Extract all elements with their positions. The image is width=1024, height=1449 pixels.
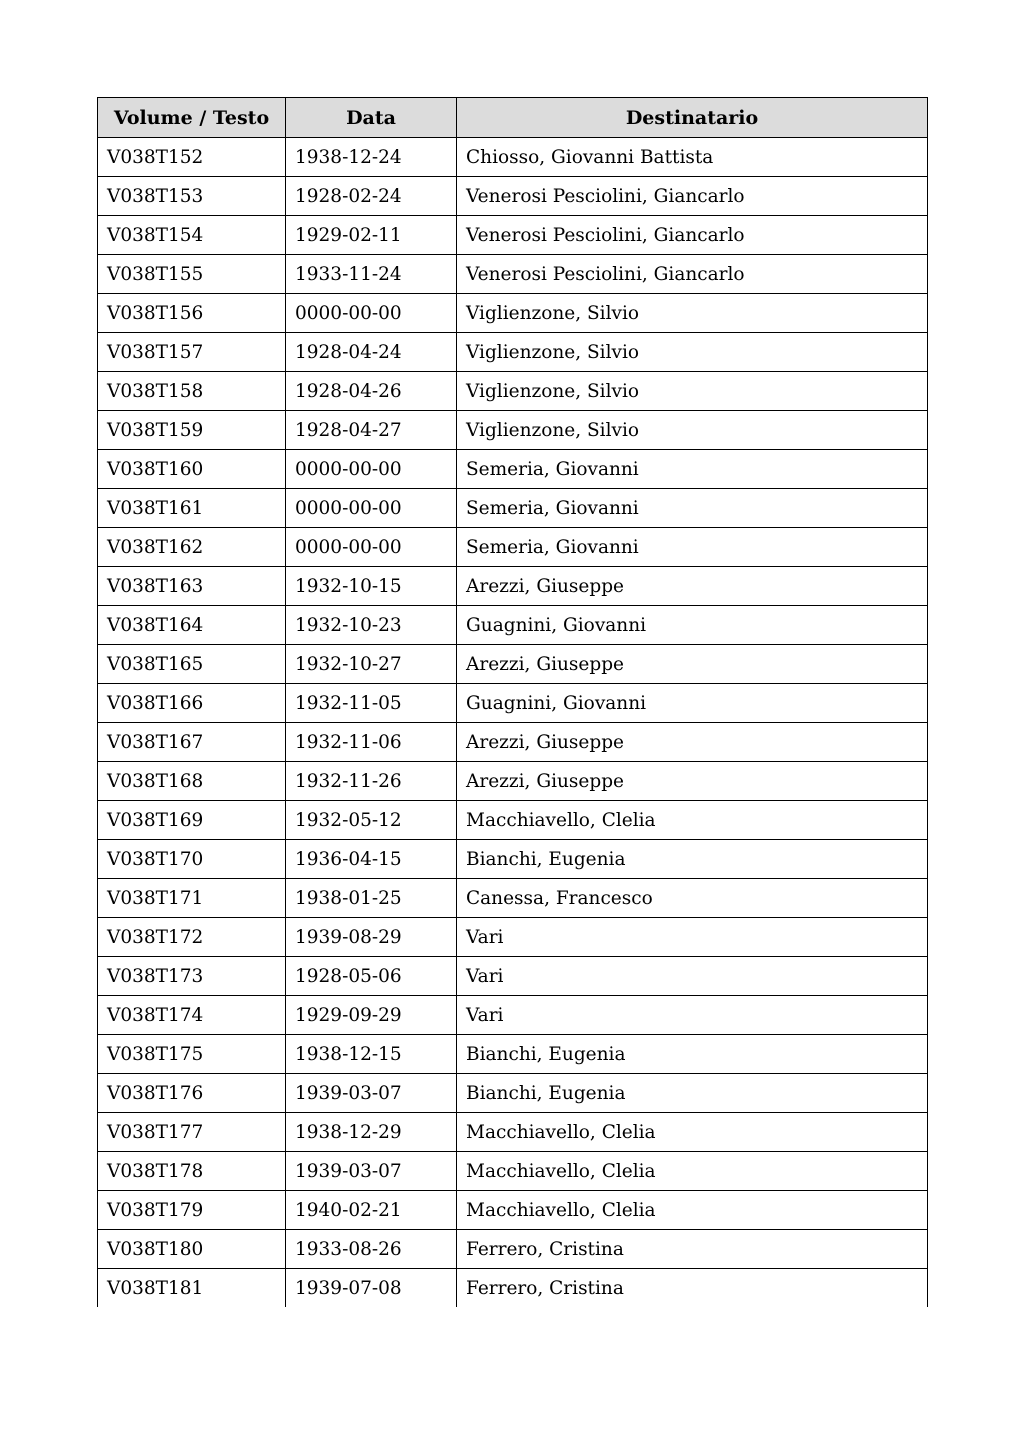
cell-destinatario: Ferrero, Cristina <box>457 1230 928 1269</box>
cell-destinatario: Arezzi, Giuseppe <box>457 723 928 762</box>
cell-destinatario: Guagnini, Giovanni <box>457 684 928 723</box>
cell-destinatario: Bianchi, Eugenia <box>457 840 928 879</box>
table-row <box>98 684 928 723</box>
cell-volume-testo: V038T153 <box>98 177 286 216</box>
table-row <box>98 918 928 957</box>
cell-volume-testo: V038T180 <box>98 1230 286 1269</box>
cell-volume-testo: V038T152 <box>98 138 286 177</box>
cell-volume-testo: V038T163 <box>98 567 286 606</box>
table-row <box>98 762 928 801</box>
cell-destinatario: Guagnini, Giovanni <box>457 606 928 645</box>
cell-data: 1932-10-27 <box>286 645 457 684</box>
table-row <box>98 723 928 762</box>
cell-destinatario: Venerosi Pesciolini, Giancarlo <box>457 216 928 255</box>
letters-table <box>97 97 928 1307</box>
cell-volume-testo: V038T169 <box>98 801 286 840</box>
table-row <box>98 1113 928 1152</box>
cell-volume-testo: V038T161 <box>98 489 286 528</box>
cell-data: 1933-11-24 <box>286 255 457 294</box>
cell-volume-testo: V038T166 <box>98 684 286 723</box>
cell-volume-testo: V038T157 <box>98 333 286 372</box>
cell-destinatario: Canessa, Francesco <box>457 879 928 918</box>
cell-volume-testo: V038T170 <box>98 840 286 879</box>
cell-data: 1928-05-06 <box>286 957 457 996</box>
table-row <box>98 1074 928 1113</box>
header-data: Data <box>286 98 457 138</box>
cell-data: 1938-12-24 <box>286 138 457 177</box>
cell-destinatario: Macchiavello, Clelia <box>457 801 928 840</box>
cell-data: 1939-03-07 <box>286 1074 457 1113</box>
cell-volume-testo: V038T173 <box>98 957 286 996</box>
cell-data: 1938-12-15 <box>286 1035 457 1074</box>
cell-destinatario: Viglienzone, Silvio <box>457 372 928 411</box>
cell-volume-testo: V038T175 <box>98 1035 286 1074</box>
cell-data: 0000-00-00 <box>286 528 457 567</box>
cell-data: 1939-08-29 <box>286 918 457 957</box>
cell-destinatario: Vari <box>457 918 928 957</box>
cell-volume-testo: V038T172 <box>98 918 286 957</box>
cell-volume-testo: V038T176 <box>98 1074 286 1113</box>
cell-destinatario: Macchiavello, Clelia <box>457 1191 928 1230</box>
cell-destinatario: Arezzi, Giuseppe <box>457 762 928 801</box>
cell-data: 1932-05-12 <box>286 801 457 840</box>
cell-destinatario: Venerosi Pesciolini, Giancarlo <box>457 255 928 294</box>
header-volume-testo: Volume / Testo <box>98 98 286 138</box>
cell-volume-testo: V038T158 <box>98 372 286 411</box>
table-row <box>98 216 928 255</box>
cell-data: 1936-04-15 <box>286 840 457 879</box>
cell-data: 1939-07-08 <box>286 1269 457 1308</box>
cell-data: 1938-01-25 <box>286 879 457 918</box>
table-body <box>98 138 928 1308</box>
cell-volume-testo: V038T159 <box>98 411 286 450</box>
table-row <box>98 801 928 840</box>
cell-destinatario: Semeria, Giovanni <box>457 450 928 489</box>
cell-data: 1932-11-26 <box>286 762 457 801</box>
table-row <box>98 879 928 918</box>
cell-data: 1928-04-27 <box>286 411 457 450</box>
cell-data: 1928-04-24 <box>286 333 457 372</box>
cell-volume-testo: V038T155 <box>98 255 286 294</box>
header-destinatario: Destinatario <box>457 98 928 138</box>
cell-destinatario: Chiosso, Giovanni Battista <box>457 138 928 177</box>
table-row <box>98 333 928 372</box>
cell-data: 1940-02-21 <box>286 1191 457 1230</box>
cell-data: 1939-03-07 <box>286 1152 457 1191</box>
cell-destinatario: Arezzi, Giuseppe <box>457 567 928 606</box>
cell-data: 0000-00-00 <box>286 450 457 489</box>
cell-destinatario: Semeria, Giovanni <box>457 528 928 567</box>
cell-data: 1938-12-29 <box>286 1113 457 1152</box>
cell-data: 1932-11-06 <box>286 723 457 762</box>
table-row <box>98 957 928 996</box>
cell-data: 1928-02-24 <box>286 177 457 216</box>
table-row <box>98 138 928 177</box>
table-row <box>98 645 928 684</box>
cell-data: 1928-04-26 <box>286 372 457 411</box>
cell-data: 1929-09-29 <box>286 996 457 1035</box>
cell-data: 1933-08-26 <box>286 1230 457 1269</box>
table-row <box>98 996 928 1035</box>
cell-volume-testo: V038T167 <box>98 723 286 762</box>
cell-volume-testo: V038T154 <box>98 216 286 255</box>
table-row <box>98 294 928 333</box>
cell-data: 1929-02-11 <box>286 216 457 255</box>
cell-data: 0000-00-00 <box>286 294 457 333</box>
table-row <box>98 1269 928 1308</box>
cell-destinatario: Vari <box>457 957 928 996</box>
cell-volume-testo: V038T168 <box>98 762 286 801</box>
cell-destinatario: Bianchi, Eugenia <box>457 1074 928 1113</box>
cell-destinatario: Semeria, Giovanni <box>457 489 928 528</box>
cell-destinatario: Macchiavello, Clelia <box>457 1113 928 1152</box>
cell-destinatario: Bianchi, Eugenia <box>457 1035 928 1074</box>
cell-destinatario: Viglienzone, Silvio <box>457 294 928 333</box>
cell-destinatario: Venerosi Pesciolini, Giancarlo <box>457 177 928 216</box>
cell-destinatario: Vari <box>457 996 928 1035</box>
cell-volume-testo: V038T162 <box>98 528 286 567</box>
cell-volume-testo: V038T177 <box>98 1113 286 1152</box>
cell-volume-testo: V038T156 <box>98 294 286 333</box>
cell-volume-testo: V038T181 <box>98 1269 286 1308</box>
table-row <box>98 606 928 645</box>
table-row <box>98 1230 928 1269</box>
cell-destinatario: Ferrero, Cristina <box>457 1269 928 1308</box>
table-row <box>98 255 928 294</box>
cell-data: 0000-00-00 <box>286 489 457 528</box>
cell-volume-testo: V038T174 <box>98 996 286 1035</box>
header-row <box>98 98 928 138</box>
table-row <box>98 528 928 567</box>
cell-volume-testo: V038T178 <box>98 1152 286 1191</box>
table-row <box>98 450 928 489</box>
cell-destinatario: Viglienzone, Silvio <box>457 333 928 372</box>
table-row <box>98 372 928 411</box>
table-row <box>98 177 928 216</box>
cell-volume-testo: V038T164 <box>98 606 286 645</box>
cell-destinatario: Arezzi, Giuseppe <box>457 645 928 684</box>
table-row <box>98 489 928 528</box>
table-row <box>98 1035 928 1074</box>
table-row <box>98 567 928 606</box>
cell-volume-testo: V038T165 <box>98 645 286 684</box>
cell-data: 1932-10-23 <box>286 606 457 645</box>
cell-data: 1932-11-05 <box>286 684 457 723</box>
table-row <box>98 1152 928 1191</box>
cell-volume-testo: V038T160 <box>98 450 286 489</box>
table-row <box>98 840 928 879</box>
cell-volume-testo: V038T171 <box>98 879 286 918</box>
cell-destinatario: Viglienzone, Silvio <box>457 411 928 450</box>
cell-volume-testo: V038T179 <box>98 1191 286 1230</box>
cell-destinatario: Macchiavello, Clelia <box>457 1152 928 1191</box>
cell-data: 1932-10-15 <box>286 567 457 606</box>
table-row <box>98 1191 928 1230</box>
table-header <box>98 98 928 138</box>
table-row <box>98 411 928 450</box>
